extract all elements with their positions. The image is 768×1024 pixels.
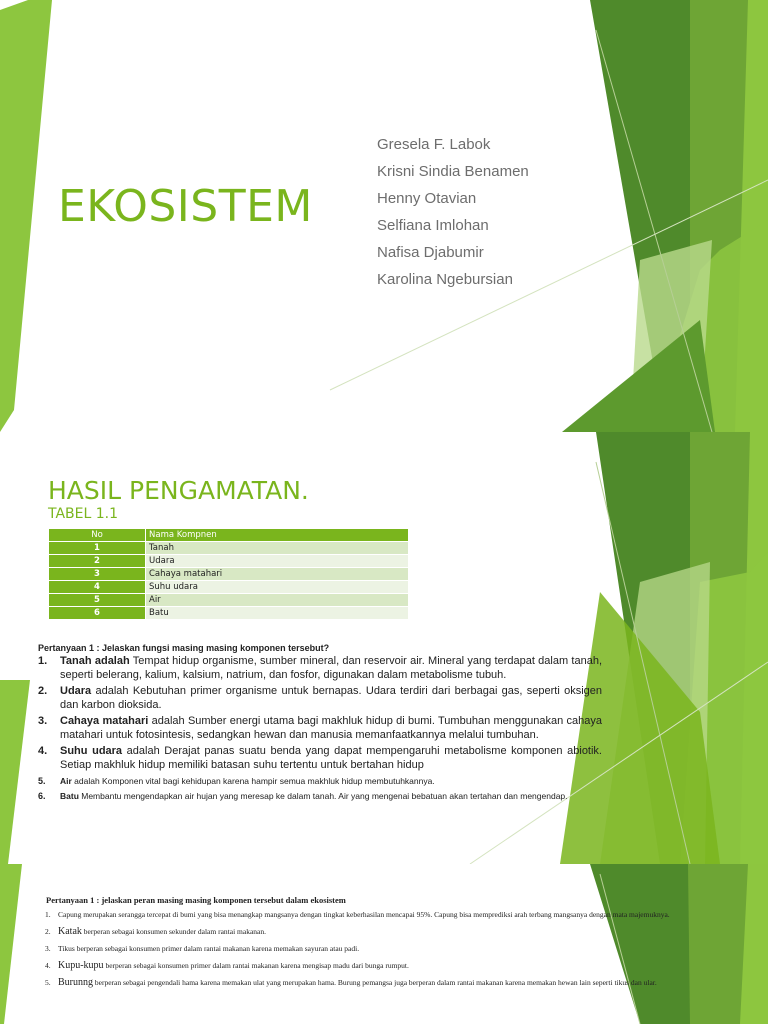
answer-list (38, 655, 602, 805)
role-item (46, 977, 698, 989)
column-header-no: No (49, 529, 146, 542)
author-name: Henny Otavian (377, 190, 477, 207)
row-number: 4 (49, 581, 146, 594)
row-number: 2 (49, 555, 146, 568)
component-name: Tanah (146, 542, 409, 555)
left-accent-shape (0, 0, 52, 432)
row-number: 6 (49, 607, 146, 620)
table-row (49, 594, 409, 607)
answer-text: Tempat hidup organisme, sumber mineral, dan reservoir air. Mineral yang terdapat dalam tanah, seperti belerang, kalium, kalsium, natrium, dan fosfor, digunakan dalam metabolisme tubuh. (60, 655, 603, 681)
answer-item (38, 685, 602, 712)
role-text: Tikus berperan sebagai konsumen primer dalam rantai makanan karena memakan sayuran atau padi. (58, 944, 360, 953)
answer-number: 1. (38, 655, 48, 667)
role-text: Capung merupakan serangga tercepat di bumi yang bisa menangkap mangsanya dengan tingkat keberhasilan mencapai 95%. Capung bisa memprediksi arah terbang mangsanya dengan mata majemuknya. (58, 910, 670, 919)
table-row (49, 542, 409, 555)
answer-text: adalah Komponen vital bagi kehidupan karena hampir semua makhluk hidup membutuhkannya. (71, 776, 435, 786)
row-number: 3 (49, 568, 146, 581)
author-name: Krisni Sindia Benamen (377, 163, 529, 180)
answer-number: 2. (38, 685, 48, 697)
component-name: Suhu udara (146, 581, 409, 594)
left-accent-shape (0, 680, 30, 864)
role-term: Katak (58, 926, 82, 937)
presentation-title: EKOSISTEM (58, 181, 313, 232)
components-table (48, 528, 409, 620)
author-name: Karolina Ngebursian (377, 271, 513, 288)
role-item (46, 909, 698, 921)
role-term: Burunng (58, 977, 93, 988)
answer-term: Udara (60, 685, 92, 697)
answer-item (38, 775, 602, 788)
answer-term: Cahaya matahari (60, 715, 149, 727)
table-header-row (49, 529, 409, 542)
answer-item (38, 745, 602, 772)
answer-term: Suhu udara (60, 745, 123, 757)
role-list (46, 909, 698, 994)
left-accent-shape (0, 864, 22, 1024)
table-row (49, 568, 409, 581)
section-title: HASIL PENGAMATAN. (48, 476, 309, 505)
slide-roles (0, 864, 768, 1024)
slide-results (0, 432, 768, 864)
answer-text: adalah Sumber energi utama bagi makhluk hidup di bumi. Tumbuhan menggunakan cahaya matahari untuk fotosintesis, sedangkan hewan dan manusia memanfaatkannya melalui tumbuhan. (60, 715, 602, 741)
author-name: Nafisa Djabumir (377, 244, 484, 261)
component-name: Udara (146, 555, 409, 568)
role-number: 1. (45, 910, 51, 919)
role-number: 5. (45, 978, 51, 987)
answer-term: Tanah adalah (60, 655, 130, 667)
component-name: Air (146, 594, 409, 607)
answer-item (38, 655, 602, 682)
answer-number: 3. (38, 715, 48, 727)
role-item (46, 943, 698, 955)
answer-number: 6. (38, 791, 46, 801)
table-row (49, 581, 409, 594)
column-header-name: Nama Kompnen (146, 529, 409, 542)
answer-number: 4. (38, 745, 48, 757)
answer-term: Batu (60, 791, 79, 801)
row-number: 5 (49, 594, 146, 607)
slide-title (0, 0, 768, 432)
question-text: Pertanyaan 1 : jelaskan peran masing masing komponen tersebut dalam ekosistem (46, 895, 346, 905)
author-name: Gresela F. Labok (377, 136, 491, 153)
answer-item (38, 790, 602, 803)
table-row (49, 607, 409, 620)
answer-text: adalah Derajat panas suatu benda yang dapat mempengaruhi metabolisme komponen abiotik. Setiap makhluk hidup memiliki batasan suhu tertentu untuk bertahan hidup (60, 745, 602, 771)
author-list (377, 131, 529, 293)
component-name: Cahaya matahari (146, 568, 409, 581)
answer-text: Membantu mengendapkan air hujan yang meresap ke dalam tanah. Air yang mengenai bebatuan akan tertahan dan mengendap. (78, 791, 568, 801)
role-text: berperan sebagai pengendali hama karena memakan ulat yang merupakan hama. Burung pemangsa juga berperan dalam rantai makanan karena memakan hewan lain seperti tikus dan ular. (93, 978, 657, 987)
author-name: Selfiana Imlohan (377, 217, 489, 234)
table-row (49, 555, 409, 568)
answer-term: Air (60, 776, 72, 786)
row-number: 1 (49, 542, 146, 555)
question-text: Pertanyaan 1 : Jelaskan fungsi masing masing komponen tersebut? (38, 643, 330, 653)
answer-text: adalah Kebutuhan primer organisme untuk bernapas. Udara terdiri dari berbagai gas, seperti oksigen dan karbon dioksida. (60, 685, 602, 711)
role-item (46, 926, 698, 938)
role-item (46, 960, 698, 972)
role-number: 3. (45, 944, 51, 953)
table-caption: TABEL 1.1 (48, 506, 119, 522)
role-term: Kupu-kupu (58, 960, 104, 971)
role-number: 4. (45, 961, 51, 970)
answer-item (38, 715, 602, 742)
role-number: 2. (45, 927, 51, 936)
role-text: berperan sebagai konsumen sekunder dalam rantai makanan. (81, 927, 266, 936)
role-text: berperan sebagai konsumen primer dalam rantai makanan karena mengisap madu dari bunga rumput. (103, 961, 409, 970)
component-name: Batu (146, 607, 409, 620)
answer-number: 5. (38, 776, 46, 786)
